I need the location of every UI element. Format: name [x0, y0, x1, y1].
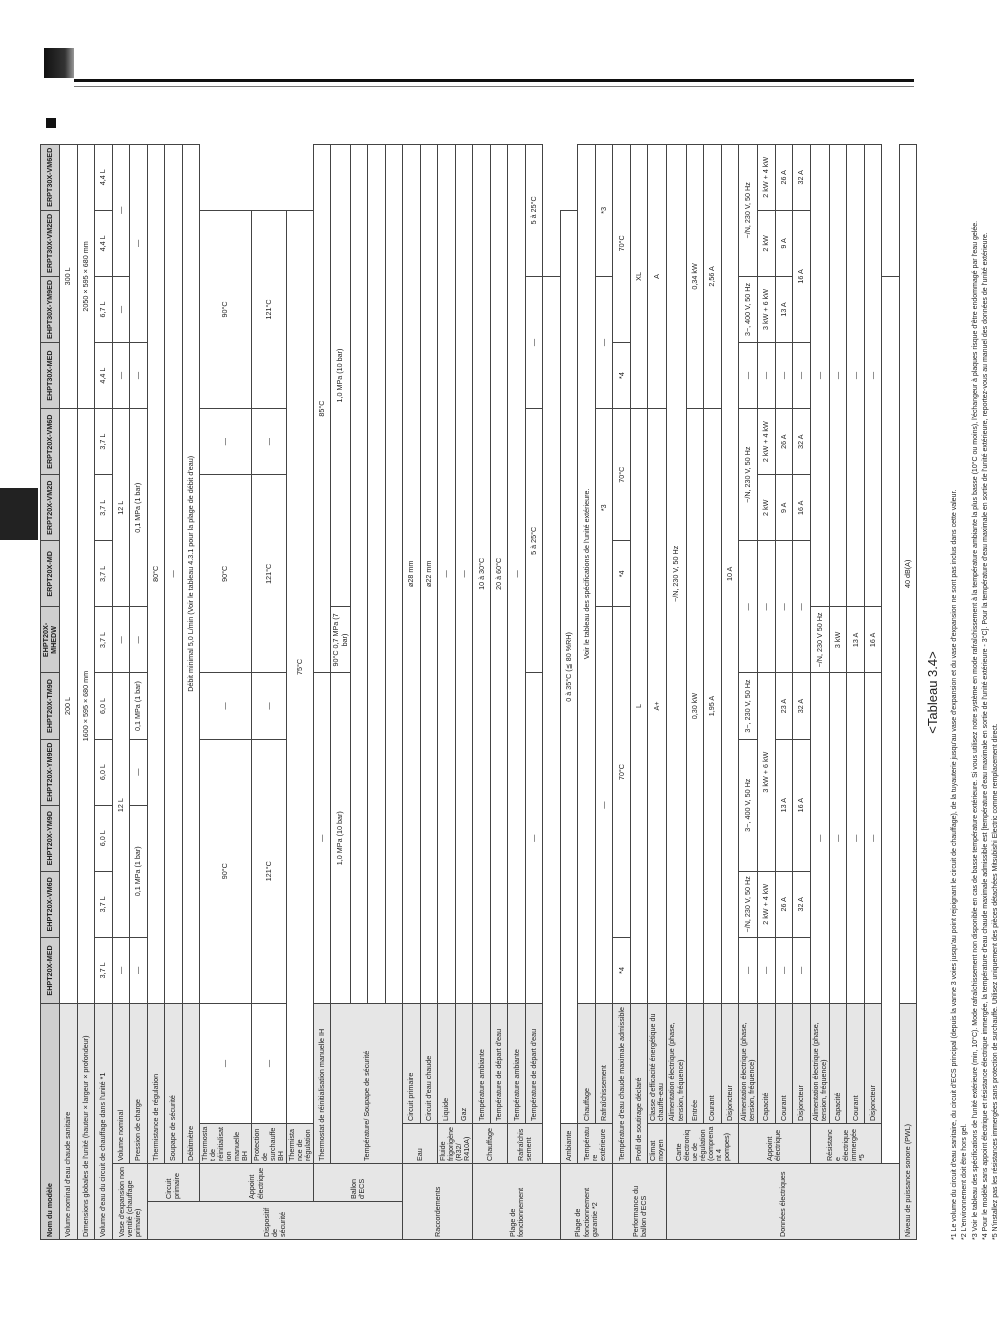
value-cell: *4 — [613, 541, 631, 607]
value-cell: 300 L — [60, 144, 78, 408]
value-cell: ~/N, 230 V 50 Hz — [810, 607, 829, 673]
table-row — [630, 144, 648, 1239]
model-header: EHPT20X-YM9D — [41, 805, 60, 871]
value-cell: — — [758, 541, 776, 673]
table-caption: <Tableau 3.4> — [925, 651, 941, 734]
row-label: Profil de soutirage déclaré — [630, 1003, 648, 1163]
row-label: Disjoncteur — [793, 1003, 811, 1123]
value-cell: — — [112, 937, 130, 1003]
table-row — [313, 144, 331, 1239]
model-header: ERPT20X-VM2D — [41, 475, 60, 541]
table-row — [595, 144, 613, 1239]
table-row — [810, 144, 829, 1239]
value-cell: — — [829, 673, 847, 1003]
table-row — [758, 144, 776, 1239]
value-cell: 90°C — [200, 739, 251, 1003]
row-label: Plage de fonctionnement garantie *2 — [560, 1164, 613, 1240]
table-row — [60, 144, 78, 1239]
value-cell: 90°C 0,7 MPa (7 bar) — [331, 607, 350, 673]
model-header: ERPT30X-VM6ED — [41, 144, 60, 210]
row-label: Circuit primaire — [403, 1003, 421, 1123]
row-label: Volume nominal d'eau chaude sanitaire — [60, 1003, 78, 1239]
table-row — [200, 144, 251, 1239]
spec-table — [40, 144, 917, 1240]
value-cell: — — [130, 937, 148, 1003]
value-cell: 13 A — [775, 739, 793, 871]
row-label: Alimentation électrique (phase, tension, fréquence) — [739, 1003, 758, 1123]
value-cell: 121°C — [251, 475, 286, 673]
value-cell: — — [200, 1003, 251, 1123]
value-cell: ~/N, 230 V, 50 Hz — [667, 144, 686, 1003]
value-cell: 32 A — [793, 144, 811, 210]
value-cell: 90°C — [200, 210, 251, 408]
value-cell: 20 à 60°C — [490, 144, 508, 1003]
model-header: EHPT20X-MED — [41, 937, 60, 1003]
value-cell: 16 A — [864, 607, 882, 673]
value-cell: *4 — [613, 343, 631, 409]
value-cell: 26 A — [775, 144, 793, 210]
model-header: EHPT20X-YM9ED — [41, 739, 60, 805]
value-cell: 0,34 kW — [686, 144, 704, 408]
value-cell: — — [847, 673, 865, 1003]
table-row — [473, 144, 491, 1239]
value-cell: 3,7 L — [95, 871, 113, 937]
section-header-block — [44, 48, 74, 78]
table-row — [95, 144, 113, 1239]
value-cell: — — [112, 144, 130, 276]
value-cell: ~/N, 230 V, 50 Hz — [739, 409, 758, 541]
row-label: Eau — [403, 1124, 438, 1164]
value-cell: 32 A — [793, 871, 811, 937]
value-cell — [350, 144, 368, 1003]
row-label: Dispositif de sécurité — [147, 1202, 402, 1240]
table-row — [667, 144, 686, 1239]
row-label: Disjoncteur — [721, 1003, 739, 1123]
value-cell: ~/N, 230 V, 50 Hz — [739, 871, 758, 937]
row-label: Volume d'eau du circuit de chauffage dans l'unité *1 — [95, 1003, 113, 1239]
value-cell: 32 A — [793, 673, 811, 739]
value-cell: 23 A — [775, 673, 793, 739]
value-cell: — — [251, 409, 286, 475]
value-cell — [385, 144, 403, 1003]
value-cell: — — [112, 607, 130, 673]
row-label: Pression de charge — [130, 1003, 148, 1163]
value-cell: 3~, 230 V, 50 Hz — [739, 673, 758, 739]
table-row — [182, 144, 200, 1239]
value-cell: 4,4 L — [95, 144, 113, 210]
value-cell: 3 kW — [829, 607, 847, 673]
value-cell: 3,7 L — [95, 607, 113, 673]
value-cell: 13 A — [775, 276, 793, 342]
value-cell: 5 à 25°C — [525, 409, 543, 673]
value-cell: 26 A — [775, 871, 793, 937]
row-label: Carte électronique de régulation (comprenant 4 pompes) — [667, 1124, 739, 1164]
value-cell: — — [739, 541, 758, 673]
value-cell: — — [793, 343, 811, 409]
row-label: Liquide — [438, 1003, 456, 1123]
value-cell: 3,7 L — [95, 937, 113, 1003]
row-label: Volume nominal — [112, 1003, 130, 1163]
value-cell: — — [775, 343, 793, 409]
value-cell: ø22 mm — [420, 144, 438, 1003]
row-label: Plage de fonctionnement — [473, 1164, 561, 1240]
row-label: Protection de surchauffe BH — [251, 1124, 286, 1164]
row-label: Débitmètre — [182, 1003, 200, 1163]
value-cell: 70°C — [613, 409, 631, 541]
value-cell: — — [810, 144, 829, 607]
value-cell: — — [112, 276, 130, 342]
row-label: Capacité — [758, 1003, 776, 1123]
value-cell: 4,4 L — [95, 210, 113, 276]
value-cell: 2050 × 595 × 680 mm — [77, 144, 95, 408]
row-label: Classe d'efficacité énergétique du chauffe-eau — [648, 1003, 667, 1123]
model-header: EHPT30X-MED — [41, 343, 60, 409]
table-row — [77, 144, 95, 1239]
value-cell: — — [739, 937, 758, 1003]
value-cell: — — [130, 144, 148, 342]
value-cell: — — [200, 409, 251, 475]
value-cell: 70°C — [613, 144, 631, 342]
value-cell: 85°C — [313, 144, 331, 673]
value-cell: A — [648, 144, 667, 408]
value-cell: 2,56 A — [704, 144, 722, 408]
value-cell: 6,0 L — [95, 739, 113, 805]
value-cell: 0,1 MPa (1 bar) — [130, 673, 148, 739]
table-row — [543, 144, 561, 1239]
value-cell: 1600 × 595 × 680 mm — [77, 409, 95, 1004]
value-cell: — — [775, 937, 793, 1003]
model-header: EHPT20X-MHEDW — [41, 607, 60, 673]
value-cell: 3,7 L — [95, 475, 113, 541]
row-label: Courant — [775, 1003, 793, 1123]
table-row — [847, 144, 865, 1239]
table-row — [165, 144, 183, 1239]
model-name-header: Nom du modèle — [41, 1003, 60, 1239]
table-row — [420, 144, 438, 1239]
value-cell: 3 kW + 6 kW — [758, 673, 776, 871]
value-cell: — — [595, 276, 613, 408]
value-cell: 0,30 kW — [686, 409, 704, 1004]
row-label: Appoint électrique — [200, 1164, 314, 1202]
row-label: Gaz — [455, 1003, 473, 1123]
row-label: Capacité — [829, 1003, 847, 1123]
value-cell: — — [251, 673, 286, 739]
value-cell: 0 à 35°C (≦ 80 %RH) — [560, 210, 578, 1123]
row-label: Climat moyen — [648, 1124, 667, 1164]
row-label: Chauffage — [473, 1124, 508, 1164]
table-row — [578, 144, 596, 1239]
row-label: Courant — [847, 1003, 865, 1123]
table-row — [899, 144, 917, 1239]
value-cell — [882, 276, 900, 1163]
value-cell: *3 — [595, 144, 613, 276]
value-cell: — — [810, 673, 829, 1003]
value-cell: 6,0 L — [95, 673, 113, 739]
value-cell: — — [112, 343, 130, 409]
row-label: Résistance électrique immergée *5 — [810, 1124, 882, 1164]
value-cell: 4,4 L — [95, 343, 113, 409]
row-label: Niveau de puissance sonore (PWL) — [899, 1003, 917, 1239]
value-cell: — — [595, 607, 613, 1004]
value-cell: ø28 mm — [403, 144, 421, 1003]
value-cell: 121°C — [251, 210, 286, 408]
table-row — [721, 144, 739, 1239]
row-label: Performance du ballon d'ECS — [613, 1164, 667, 1240]
model-header: ERPT20X-MD — [41, 541, 60, 607]
table-row — [455, 144, 473, 1239]
footnotes — [950, 145, 1001, 1240]
rotated-page-content — [40, 145, 999, 1240]
value-cell: 2 kW + 4 kW — [758, 409, 776, 475]
table-row — [775, 144, 793, 1239]
value-cell: 2 kW — [758, 475, 776, 541]
row-label: Rafraîchissement — [595, 1003, 613, 1123]
value-cell: — — [525, 276, 543, 408]
table-row — [147, 144, 165, 1239]
value-cell: 3,7 L — [95, 541, 113, 607]
table-row — [829, 144, 847, 1239]
table-row — [286, 144, 313, 1239]
row-label: Température ambiante — [473, 1003, 491, 1123]
table-row — [704, 144, 722, 1239]
value-cell: 9 A — [775, 475, 793, 541]
value-cell: — — [758, 343, 776, 409]
table-row — [251, 144, 286, 1239]
value-cell: — — [130, 607, 148, 673]
value-cell: 0,1 MPa (1 bar) — [130, 805, 148, 937]
value-cell: 6,7 L — [95, 276, 113, 342]
row-label: Chauffage — [578, 1003, 596, 1123]
value-cell: 12 L — [112, 409, 130, 607]
value-cell — [368, 144, 386, 1003]
value-cell: — — [130, 739, 148, 805]
value-cell: — — [455, 144, 473, 1003]
value-cell: XL — [630, 144, 648, 408]
model-header: ERPT30X-VM2ED — [41, 210, 60, 276]
value-cell: 1,0 MPa (10 bar) — [331, 673, 350, 1003]
row-label: Entrée — [686, 1003, 704, 1123]
value-cell: 16 A — [793, 475, 811, 541]
table-row — [331, 144, 350, 1239]
table-row — [490, 144, 508, 1239]
table-row — [882, 144, 900, 1239]
header-rule-thin — [74, 86, 914, 87]
row-label: Thermostat de réinitialisation manuelle IH — [313, 1003, 331, 1163]
value-cell: 75°C — [286, 210, 313, 1123]
value-cell: A+ — [648, 409, 667, 1004]
value-cell: — — [251, 1003, 286, 1123]
table-row — [508, 144, 526, 1239]
value-cell: 10 A — [721, 144, 739, 1003]
value-cell: — — [864, 144, 882, 607]
value-cell: 121°C — [251, 739, 286, 1003]
model-header: EHPT20X-TM9D — [41, 673, 60, 739]
row-label: Courant — [704, 1003, 722, 1123]
row-label: Fluide frigorigène (R32/ R410A) — [438, 1124, 473, 1164]
header-rule — [74, 79, 914, 82]
value-cell: 16 A — [793, 739, 811, 871]
value-cell: — — [525, 673, 543, 1003]
footnote: *4 Pour le modèle sans appoint électrique et résistance électrique immergée, la température d'eau chaude maximale admissible est [température d'eau maximale en sortie de l'unité extérieure - 3°C]. Pour la température d'eau maximale en sortie de l'unité extérieure, reportez-vous au manuel des données de l'unité extérieure. — [981, 232, 989, 1240]
row-label: Thermostat de réinitialisation manuelle BH — [200, 1124, 251, 1164]
row-label: Dimensions globales de l'unité (hauteur × largeur × profondeur) — [77, 1003, 95, 1239]
row-label: Thermistance de régulation — [147, 1003, 165, 1163]
value-cell: — — [758, 937, 776, 1003]
row-label: Thermistance de régulation — [286, 1124, 313, 1164]
value-cell: *4 — [613, 937, 631, 1003]
row-label: Ambiante — [560, 1124, 578, 1164]
row-label: Circuit d'eau chaude — [420, 1003, 438, 1123]
value-cell: L — [630, 409, 648, 1004]
table-row — [130, 144, 148, 1239]
footnote: *2 L'environnement doit être hors gel. — [961, 1123, 969, 1240]
value-cell: 9 A — [775, 210, 793, 276]
table-row — [525, 144, 543, 1239]
value-cell: 3 kW + 6 kW — [758, 276, 776, 342]
value-cell: — — [438, 144, 456, 1003]
row-label: Température extérieure — [578, 1124, 613, 1164]
value-cell: 2 kW — [758, 210, 776, 276]
row-label: Rafraîchissement — [508, 1124, 543, 1164]
row-label: Appoint électrique — [739, 1124, 811, 1164]
row-label: Disjoncteur — [864, 1003, 882, 1123]
value-cell: Débit minimal 5,0 L/min (Voir le tableau 4.3.1 pour la plage de débit d'eau) — [182, 144, 200, 1003]
value-cell: — — [829, 144, 847, 607]
value-cell: — — [864, 673, 882, 1003]
model-header-row — [41, 144, 60, 1239]
value-cell: — — [130, 343, 148, 409]
value-cell: 40 dB(A) — [899, 144, 917, 1003]
value-cell — [543, 276, 561, 1163]
value-cell: 12 L — [112, 673, 130, 937]
value-cell: *3 — [595, 409, 613, 607]
table-row — [864, 144, 882, 1239]
value-cell: — — [508, 144, 526, 1003]
row-label: Ballon d'ECS — [313, 1164, 402, 1202]
value-cell: — — [200, 673, 251, 739]
value-cell: 70°C — [613, 607, 631, 937]
model-header: ERPT20X-VM6D — [41, 409, 60, 475]
value-cell: — — [793, 541, 811, 673]
value-cell: — — [793, 937, 811, 1003]
value-cell: 3~, 400 V, 50 Hz — [739, 739, 758, 871]
value-cell: 26 A — [775, 409, 793, 475]
table-row — [686, 144, 704, 1239]
value-cell: 3~, 400 V, 50 Hz — [739, 276, 758, 342]
table-row — [112, 144, 130, 1239]
row-label: Température/ Soupape de sécurité — [331, 1003, 403, 1163]
table-row — [648, 144, 667, 1239]
value-cell: 1,95 A — [704, 409, 722, 1004]
footnote: *3 Voir le tableau des spécifications de l'unité extérieure (min, 10°C). Mode rafraîchissement non disponible en cas de basse température extérieure. Si vous utilisez notre système en mode rafraîchissement à la température ambiante la plus basse (10°C ou moins), l'échangeur à plaques risque d'être endommagé par l'eau gelée. — [971, 220, 979, 1240]
value-cell: — — [739, 343, 758, 409]
value-cell: — — [775, 541, 793, 673]
table-row — [613, 144, 631, 1239]
model-header: EHPT20X-VM6D — [41, 871, 60, 937]
value-cell: 0,1 MPa (1 bar) — [130, 409, 148, 607]
value-cell: 3,7 L — [95, 409, 113, 475]
row-label: Données électriques — [667, 1164, 899, 1240]
footnote: *1 Le volume du circuit d'eau sanitaire, du circuit d'ECS principal (depuis la vanne 3 voies jusqu'au point rejoignant le circuit de chauffage), de la tuyauterie jusqu'au vase d'expansion et du vase d'expansion ne sont pas inclus dans cette valeur. — [951, 489, 959, 1240]
value-cell: 6,0 L — [95, 805, 113, 871]
value-cell: 2 kW + 4 kW — [758, 144, 776, 210]
value-cell: 5 à 25°C — [525, 144, 543, 276]
value-cell: ~/N, 230 V, 50 Hz — [739, 144, 758, 276]
value-cell: 2 kW + 4 kW — [758, 871, 776, 937]
value-cell: 10 à 30°C — [473, 144, 491, 1003]
table-row — [560, 144, 578, 1239]
row-label: Vase d'expansion non ventilé (chauffage primaire) — [112, 1164, 147, 1240]
row-label: Raccordements — [403, 1164, 473, 1240]
value-cell: 90°C — [200, 475, 251, 673]
row-label: Température de départ d'eau — [525, 1003, 543, 1123]
row-label: Température ambiante — [508, 1003, 526, 1123]
value-cell: — — [847, 144, 865, 607]
table-row — [438, 144, 456, 1239]
value-cell: Voir le tableau des spécifications de l'unité extérieure. — [578, 144, 596, 1003]
value-cell: 1,0 MPa (10 bar) — [331, 144, 350, 607]
model-header: EHPT30X-YM9ED — [41, 276, 60, 342]
row-label: Alimentation électrique (phase, tension, fréquence) — [810, 1003, 829, 1123]
row-label: Circuit primaire — [147, 1164, 200, 1202]
value-cell: 200 L — [60, 409, 78, 1004]
footnote: *5 N'installez pas les résistances immergées sans protection de surchauffe. Utilisez uniquement des pièces détachées Mitsubishi Electric comme remplacement direct. — [991, 723, 999, 1240]
table-row — [739, 144, 758, 1239]
row-label: Température de départ d'eau — [490, 1003, 508, 1123]
value-cell: — — [313, 673, 331, 1003]
table-row — [403, 144, 421, 1239]
value-cell: 32 A — [793, 409, 811, 475]
row-label: Température d'eau chaude maximale admissible — [613, 1003, 631, 1163]
chapter-side-tab — [0, 488, 38, 540]
section-bullet — [46, 118, 56, 128]
table-row — [793, 144, 811, 1239]
value-cell: 13 A — [847, 607, 865, 673]
value-cell: 80°C — [147, 144, 165, 1003]
row-label: Soupape de sécurité — [165, 1003, 183, 1163]
row-label: Alimentation électrique (phase, tension, fréquence) — [667, 1003, 686, 1123]
value-cell: 16 A — [793, 210, 811, 342]
value-cell: — — [165, 144, 183, 1003]
